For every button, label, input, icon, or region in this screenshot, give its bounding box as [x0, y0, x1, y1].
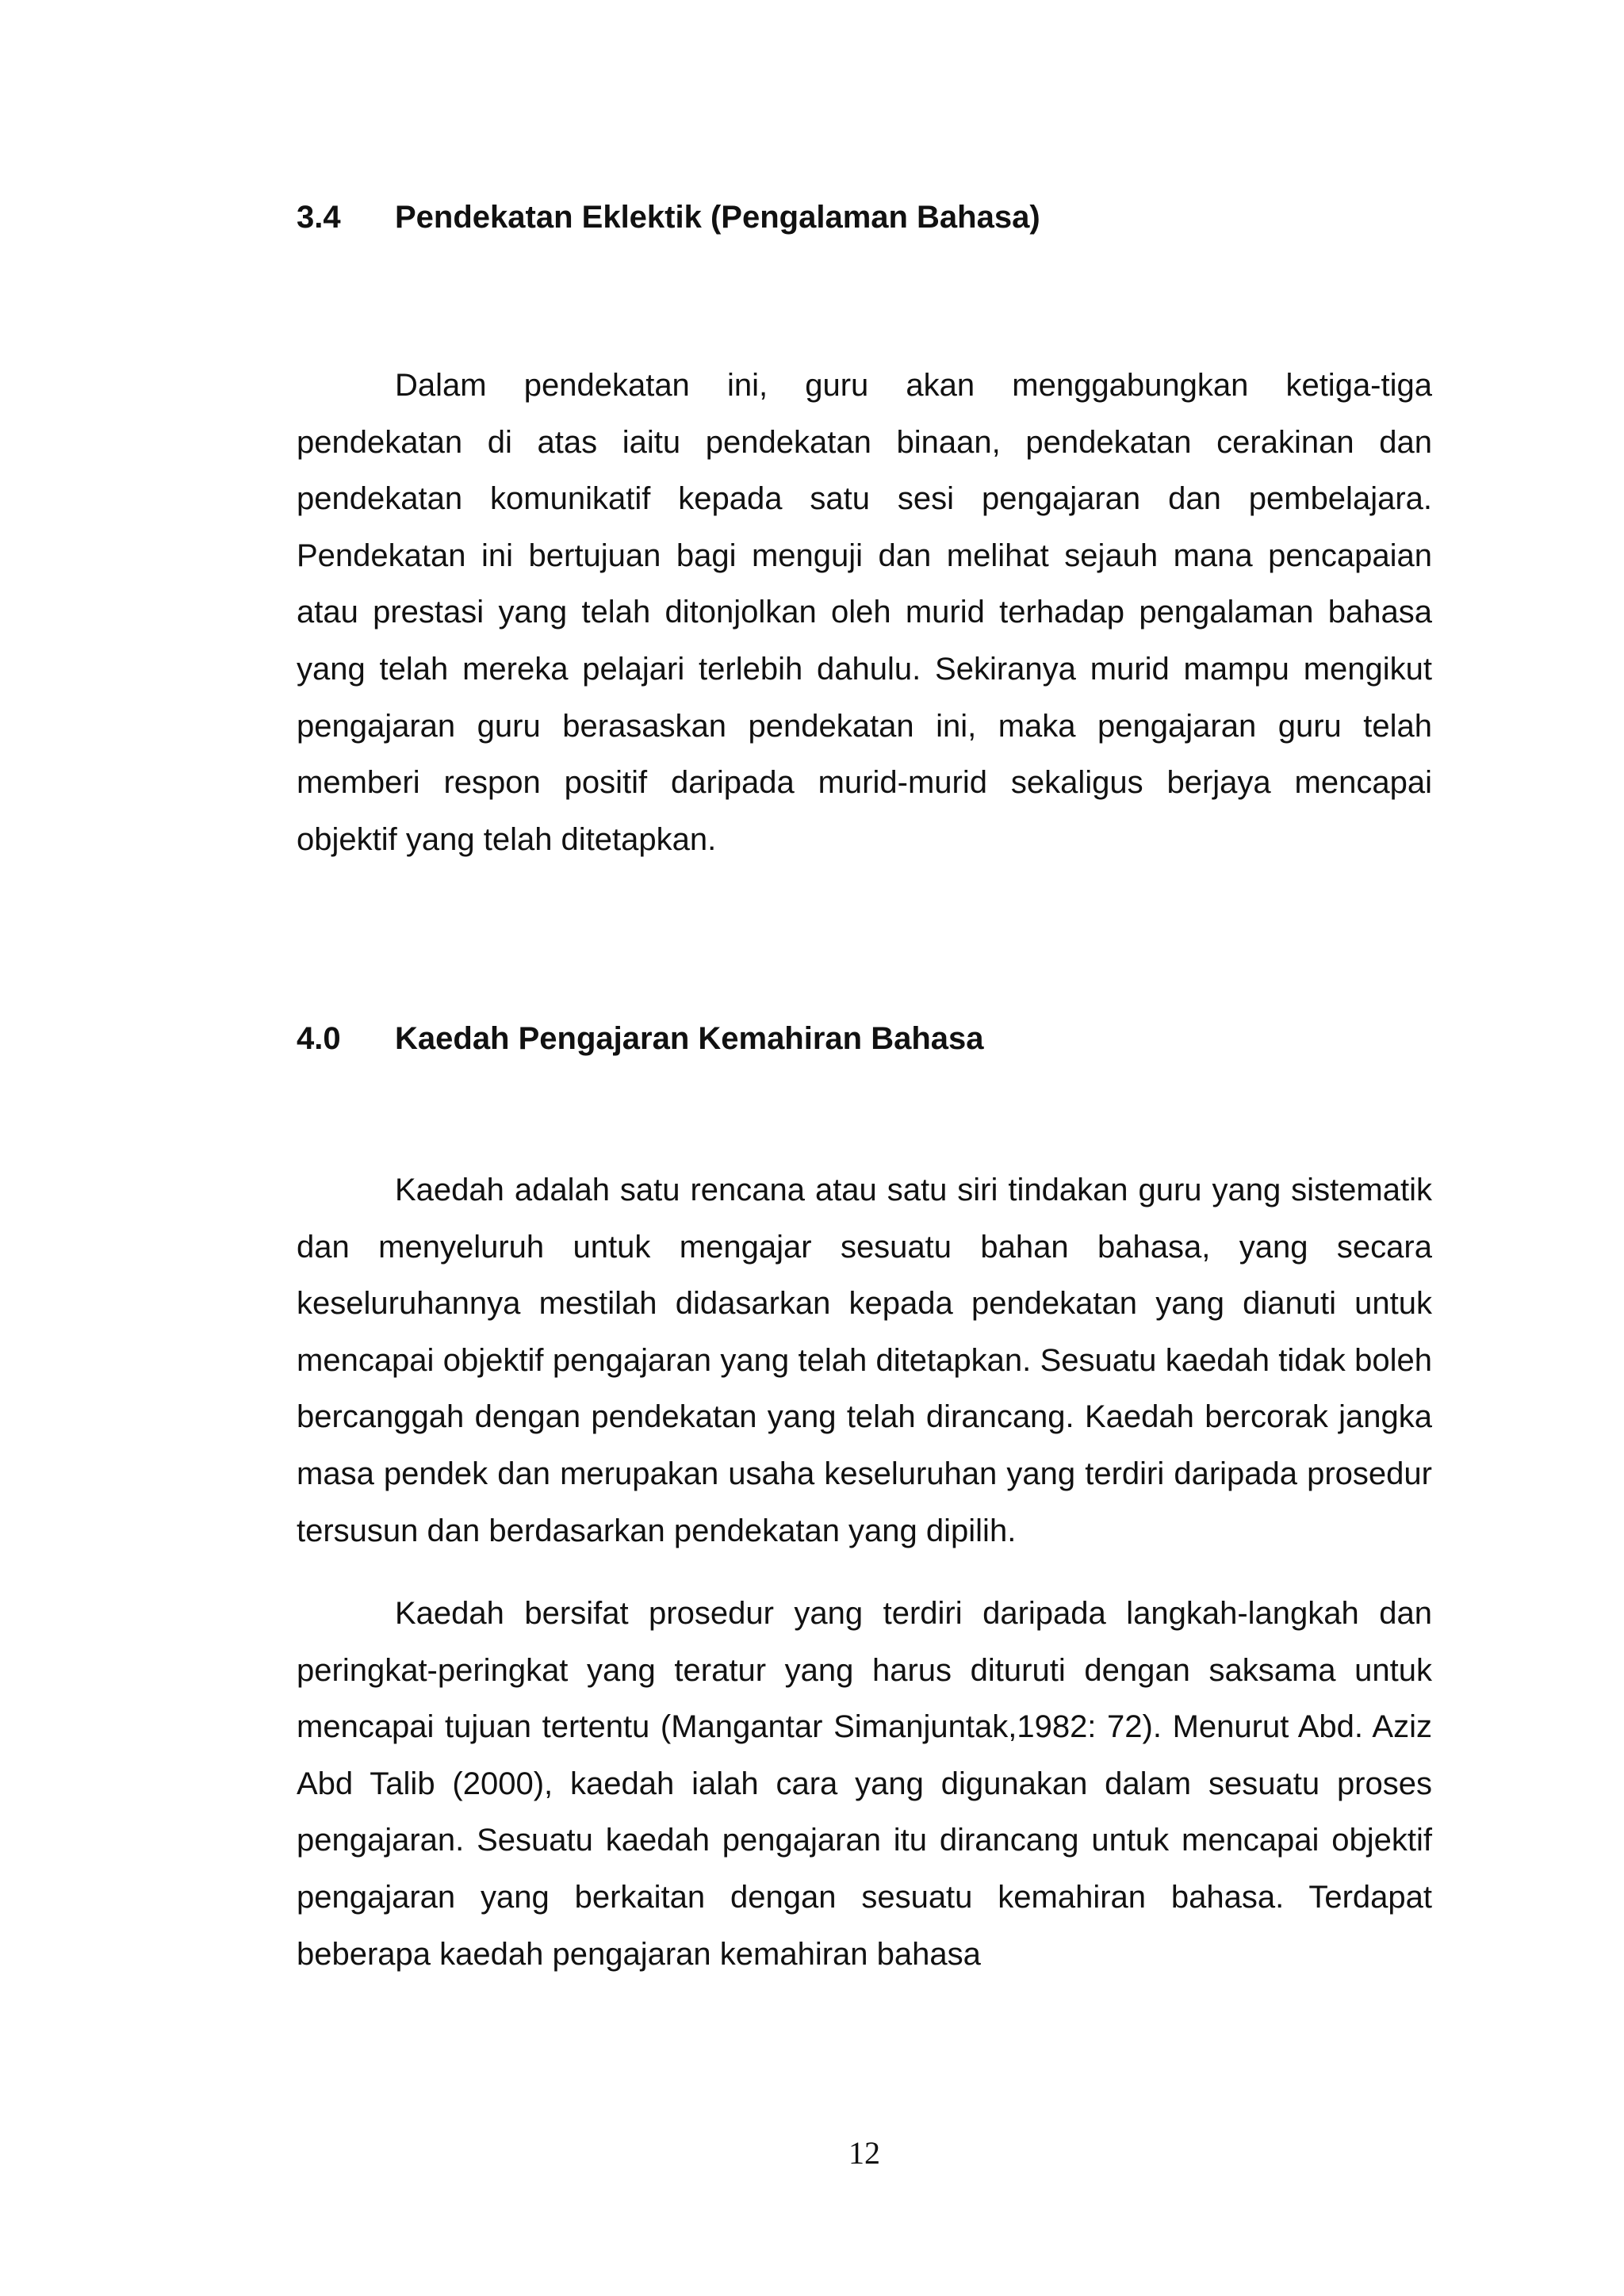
page-number: 12 — [848, 2135, 880, 2171]
section-heading — [297, 193, 1438, 241]
section-title: Pendekatan Eklektik (Pengalaman Bahasa) — [395, 200, 1040, 235]
body-paragraph: Kaedah bersifat prosedur yang terdiri daripada langkah-langkah dan peringkat-peringkat yang teratur yang harus dituruti dengan saksama untuk mencapai tujuan tertentu (Mangantar Simanjuntak,1982: 72). Menurut Abd. Aziz Abd Talib (2000), kaedah ialah cara yang digunakan dalam sesuatu proses pengajaran. Sesuatu kaedah pengajaran itu dirancang untuk mencapai objektif pengajaran yang berkaitan dengan sesuatu kemahiran bahasa. Terdapat beberapa kaedah pengajaran kemahiran bahasa — [297, 1596, 1432, 1972]
body-paragraph: Kaedah adalah satu rencana atau satu siri tindakan guru yang sistematik dan menyeluruh untuk mengajar sesuatu bahan bahasa, yang secara keseluruhannya mestilah didasarkan kepada pendekatan yang dianuti untuk mencapai objektif pengajaran yang telah ditetapkan. Sesuatu kaedah tidak boleh bercanggah dengan pendekatan yang telah dirancang. Kaedah bercorak jangka masa pendek dan merupakan usaha keseluruhan yang terdiri daripada prosedur tersusun dan berdasarkan pendekatan yang dipilih. — [297, 1173, 1432, 1548]
body-paragraph: Dalam pendekatan ini, guru akan menggabungkan ketiga-tiga pendekatan di atas iaitu pendekatan binaan, pendekatan cerakinan dan pendekatan komunikatif kepada satu sesi pengajaran dan pembelajara. Pendekatan ini bertujuan bagi menguji dan melihat sejauh mana pencapaian atau prestasi yang telah ditonjolkan oleh murid terhadap pengalaman bahasa yang telah mereka pelajari terlebih dahulu. Sekiranya murid mampu mengikut pengajaran guru berasaskan pendekatan ini, maka pengajaran guru telah memberi respon positif daripada murid-murid sekaligus berjaya mencapai objektif yang telah ditetapkan. — [297, 368, 1432, 857]
section-title: Kaedah Pengajaran Kemahiran Bahasa — [395, 1021, 984, 1056]
section-number: 4.0 — [297, 1021, 341, 1056]
section-heading — [297, 1015, 1438, 1062]
section-number: 3.4 — [297, 200, 341, 235]
